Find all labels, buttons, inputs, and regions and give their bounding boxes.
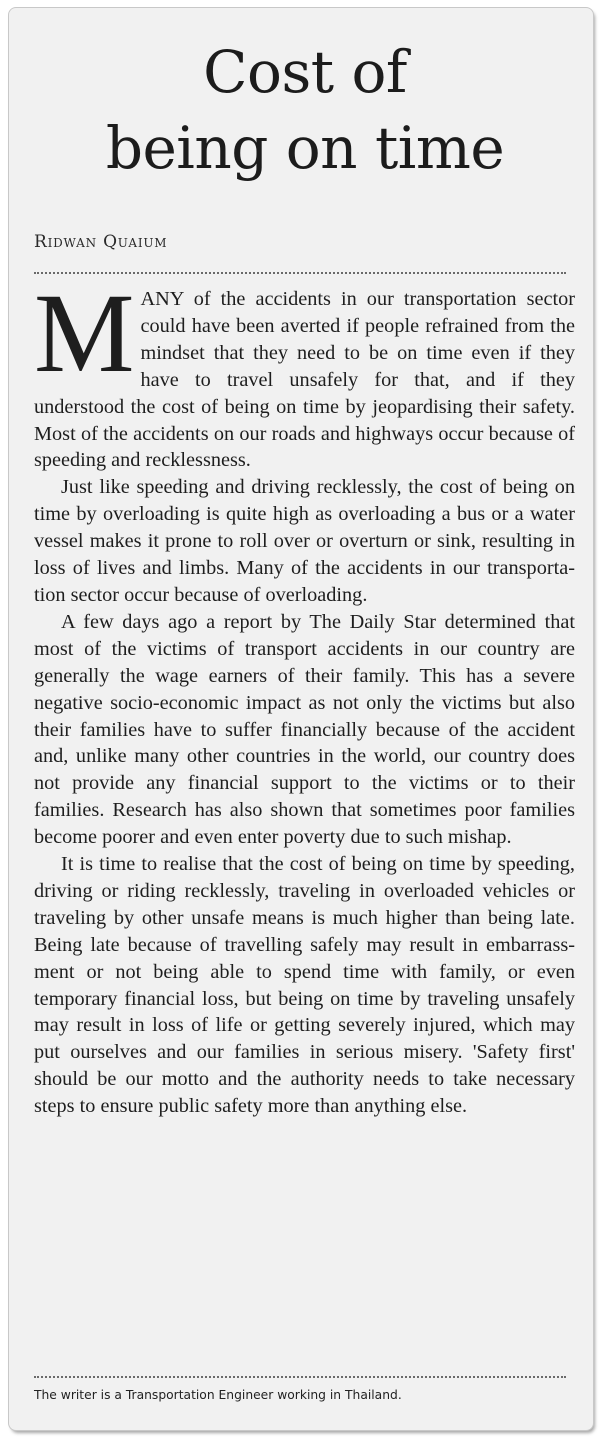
article-paragraph-2: Just like speeding and driving recklessly, the cost of being on time by overloading is quite high as overloading a bus or a water vessel makes it prone to roll over or overturn or sink, resulting in loss of lives and limbs. Many of the accidents in our transportation sector occur because of overloading.	[34, 476, 575, 606]
bottom-dotted-divider	[34, 1376, 566, 1378]
drop-cap: M	[34, 271, 135, 396]
title-line-2: being on time	[105, 114, 505, 182]
title-line-1: Cost of	[203, 38, 407, 106]
paragraph-1-text: ANY of the accidents in our transportation sector could have been averted if people refrained from the mindset that they need to be on time even if they have to travel unsafely for that, and if they understood the cost of being on time by jeopardising their safety. Most of the accidents on our roads and highways occur because of speeding and recklessness.	[34, 288, 575, 472]
author-byline: Ridwan Quaium	[34, 232, 168, 252]
article-paragraph-1	[34, 271, 575, 474]
author-footnote: The writer is a Transportation Engineer working in Thailand.	[34, 1388, 402, 1402]
article-title	[0, 34, 610, 186]
article-paragraph-3: A few days ago a report by The Daily Star determined that most of the victims of transport accidents in our country are generally the wage earners of their family. This has a severe negative socio-economic impact as not only the victims but also their families have to suffer financially because of the accident and, unlike many other countries in the world, our country does not provide any financial support to the victims or to their families. Research has also shown that sometimes poor families become poorer and even enter poverty due to such mishap.	[34, 610, 575, 849]
article-paragraph-4: It is time to realise that the cost of being on time by speeding, driving or riding recklessly, traveling in overloaded vehicles or traveling by other unsafe means is much higher than being late. Being late because of travelling safely may result in embarrassment or not being able to spend time with family, or even temporary financial loss, but being on time by traveling unsafely may result in loss of life or getting severely injured, which may put ourselves and our families in serious misery. 'Safety first' should be our motto and the authority needs to take necessary steps to ensure public safety more than anything else.	[34, 853, 575, 1118]
article-body	[34, 271, 575, 1120]
